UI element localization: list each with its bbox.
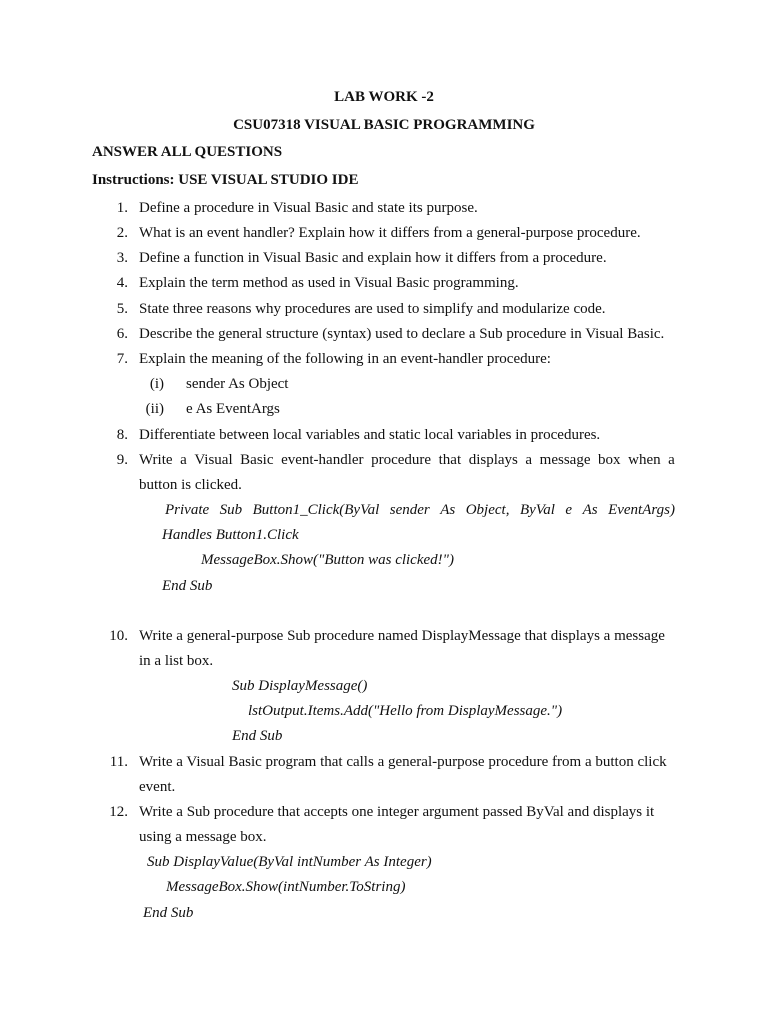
doc-title: LAB WORK -2 bbox=[334, 89, 434, 105]
code-token: sender bbox=[389, 502, 430, 518]
code-token: As bbox=[582, 502, 598, 518]
word: event-handler bbox=[281, 452, 364, 468]
code-line: End Sub bbox=[162, 578, 213, 594]
question-text: What is an event handler? Explain how it differs from a general-purpose procedure. bbox=[139, 225, 641, 241]
code-token: Object, bbox=[465, 502, 510, 518]
word: displays bbox=[468, 452, 518, 468]
sub-item-text: sender As Object bbox=[186, 376, 289, 392]
word: box bbox=[598, 452, 621, 468]
word: Basic bbox=[240, 452, 274, 468]
sub-item-number: (i) bbox=[149, 376, 164, 392]
question-text: Explain the meaning of the following in an event-handler procedure: bbox=[139, 351, 551, 367]
word: a bbox=[668, 452, 675, 468]
question-text: Explain the term method as used in Visual Basic programming. bbox=[139, 275, 519, 291]
code-line: End Sub bbox=[232, 728, 283, 744]
code-line: Handles Button1.Click bbox=[162, 527, 299, 543]
question-number: 2. bbox=[116, 225, 128, 241]
question-text: Write a Sub procedure that accepts one integer argument passed ByVal and displays it bbox=[139, 804, 655, 820]
question-text-justified bbox=[139, 451, 675, 469]
word: procedure bbox=[371, 452, 432, 468]
word: when bbox=[628, 452, 661, 468]
question-number: 4. bbox=[116, 275, 128, 291]
question-text-continued: in a list box. bbox=[139, 653, 214, 669]
question-text: Write a general-purpose Sub procedure named DisplayMessage that displays a message bbox=[139, 628, 665, 644]
word: Write bbox=[139, 452, 173, 468]
question-text: Describe the general structure (syntax) used to declare a Sub procedure in Visual Basic. bbox=[139, 326, 665, 342]
sub-item-text: e As EventArgs bbox=[186, 401, 280, 417]
word: message bbox=[539, 452, 591, 468]
question-number: 9. bbox=[116, 452, 128, 468]
question-text: Define a function in Visual Basic and explain how it differs from a procedure. bbox=[139, 250, 607, 266]
code-line: Sub DisplayValue(ByVal intNumber As Integer) bbox=[147, 854, 432, 870]
question-number: 7. bbox=[116, 351, 128, 367]
question-text: Differentiate between local variables and static local variables in procedures. bbox=[139, 427, 601, 443]
question-text-continued: button is clicked. bbox=[139, 477, 242, 493]
question-text: Define a procedure in Visual Basic and state its purpose. bbox=[139, 200, 478, 216]
code-token: Private bbox=[165, 502, 210, 518]
code-line: Sub DisplayMessage() bbox=[232, 678, 368, 694]
code-token: As bbox=[440, 502, 456, 518]
question-number: 3. bbox=[116, 250, 128, 266]
code-line: MessageBox.Show("Button was clicked!") bbox=[201, 552, 454, 568]
code-line: MessageBox.Show(intNumber.ToString) bbox=[166, 879, 406, 895]
question-number: 12. bbox=[109, 804, 128, 820]
question-text: State three reasons why procedures are used to simplify and modularize code. bbox=[139, 301, 606, 317]
code-token: Sub bbox=[219, 502, 243, 518]
word: a bbox=[525, 452, 533, 468]
course-title: CSU07318 VISUAL BASIC PROGRAMMING bbox=[233, 117, 535, 133]
question-text: Write a Visual Basic program that calls a general-purpose procedure from a button click bbox=[139, 754, 667, 770]
code-line: End Sub bbox=[143, 905, 194, 921]
instructions-heading: Instructions: USE VISUAL STUDIO IDE bbox=[92, 172, 359, 188]
question-number: 5. bbox=[116, 301, 128, 317]
question-number: 11. bbox=[109, 754, 128, 770]
answer-all-heading: ANSWER ALL QUESTIONS bbox=[92, 144, 283, 160]
code-line bbox=[165, 501, 675, 519]
code-token: ByVal bbox=[519, 502, 555, 518]
code-line: lstOutput.Items.Add("Hello from DisplayMessage.") bbox=[248, 703, 563, 719]
word: Visual bbox=[194, 452, 233, 468]
code-token: Button1_Click(ByVal bbox=[252, 502, 380, 518]
code-token: e bbox=[565, 502, 573, 518]
question-number: 1. bbox=[116, 200, 128, 216]
word: that bbox=[438, 452, 462, 468]
question-text-continued: event. bbox=[139, 779, 176, 795]
question-number: 10. bbox=[109, 628, 128, 644]
sub-item-number: (ii) bbox=[145, 401, 164, 417]
question-text-continued: using a message box. bbox=[139, 829, 267, 845]
code-token: EventArgs) bbox=[608, 502, 675, 518]
question-number: 6. bbox=[116, 326, 128, 342]
word: a bbox=[180, 452, 187, 468]
question-number: 8. bbox=[116, 427, 128, 443]
